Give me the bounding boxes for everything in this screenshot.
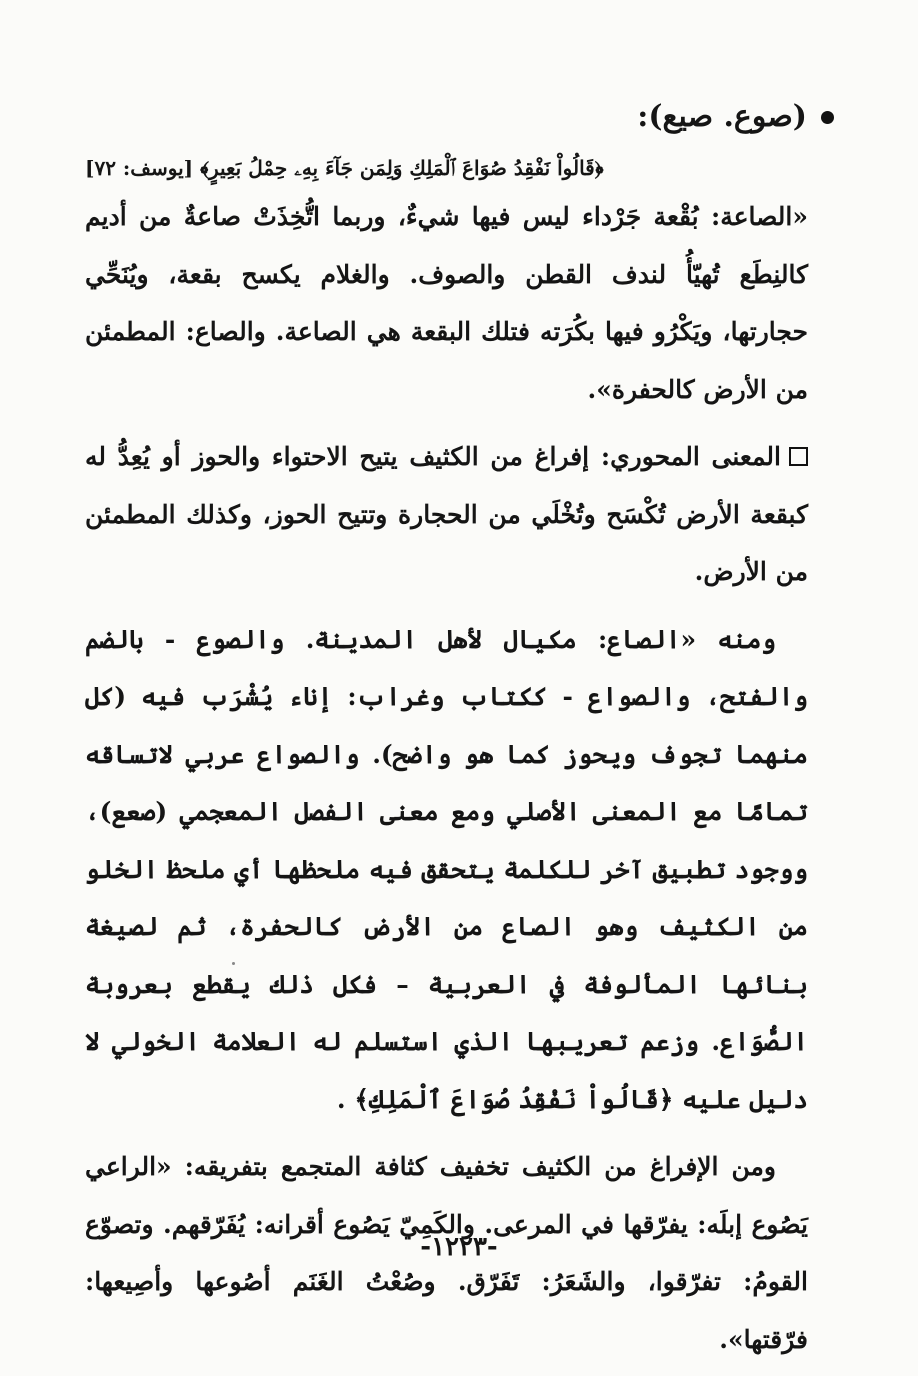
lexicon-quote-paragraph: «الصاعة: بُقْعة جَرْداء ليس فيها شيءٌ، وربما اتُّخِذَتْ صاعةٌ من أديم كالنِطَع تُهيّأُ لندف القطن والصوف. والغلام يكسح بقعة، ويُنَحِّي حجارتها، ويَكْرُو فيها بكُرَته فتلك البقعة هي الصاعة. والصاع: المطمئن من الأرض كالحفرة». [85,202,808,404]
dispersal-paragraph: ومن الإفراغ من الكثيف تخفيف كثافة المتجمع بتفريقه: «الراعي يَصُوع إبلَه: يفرّقها في المرعى. والكَمِيّ يَصُوع أقرانه: يُفَرّقهم. وتصوّع القومُ: تفرّقوا، والشَعَرُ: تَفَرّق. وصُعْتُ الغَنَم أصُوعها وأصِيعها: فرّقتها». [85,1152,808,1354]
scan-speck [232,962,235,965]
derivation-paragraph: ومنه «الصاع: مكيال لأهل المدينة. والصوع - بالضم والفتح، والصواع - ككتاب وغراب: إناء يُشْرَب فيه (كل منهما تجوف ويحوز كما هو واضح). والصواع عربي لاتساقه تمامًا مع المعنى الأصلي ومع معنى الفصل المعجمي (صعع)، ووجود تطبيق آخر للكلمة يتحقق فيه ملحظها أي ملحظ الخلو من الكثيف وهو الصاع من الأرض كالحفرة، ثم لصيغة بنائها المألوفة في العربية – فكل ذلك يقطع بعروبة الصُّوَاع. وزعم تعريبها الذي استسلم له العلامة الخولي لا دليل عليه ﴿قَالُواْ نَفْقِدُ صُوَاعَ ٱلْمَلِكِ﴾ . [85,624,808,1114]
page-number: -١٢٢٣- [420,1232,498,1262]
entry-heading-text: (صوع. صيع): [637,99,807,134]
bullet-icon [821,111,834,124]
quran-verse: ﴿قَالُواْ نَفْقِدُ صُوَاعَ ٱلْمَلِكِ وَلِمَن جَآءَ بِهِۦ حِمْلُ بَعِيرٍ﴾ [يوسف: ٧٢] [85,156,604,180]
entry-heading [85,92,808,142]
core-meaning-paragraph [85,428,808,601]
core-meaning-text: المعنى المحوري: إفراغ من الكثيف يتيح الاحتواء والحوز أو يُعِدُّ له كبقعة الأرض تُكْسَح وتُخْلَي من الحجارة وتتيح الحوز، وكذلك المطمئن من الأرض. [85,442,808,586]
square-marker-icon [789,447,808,466]
page-body [85,92,808,1368]
